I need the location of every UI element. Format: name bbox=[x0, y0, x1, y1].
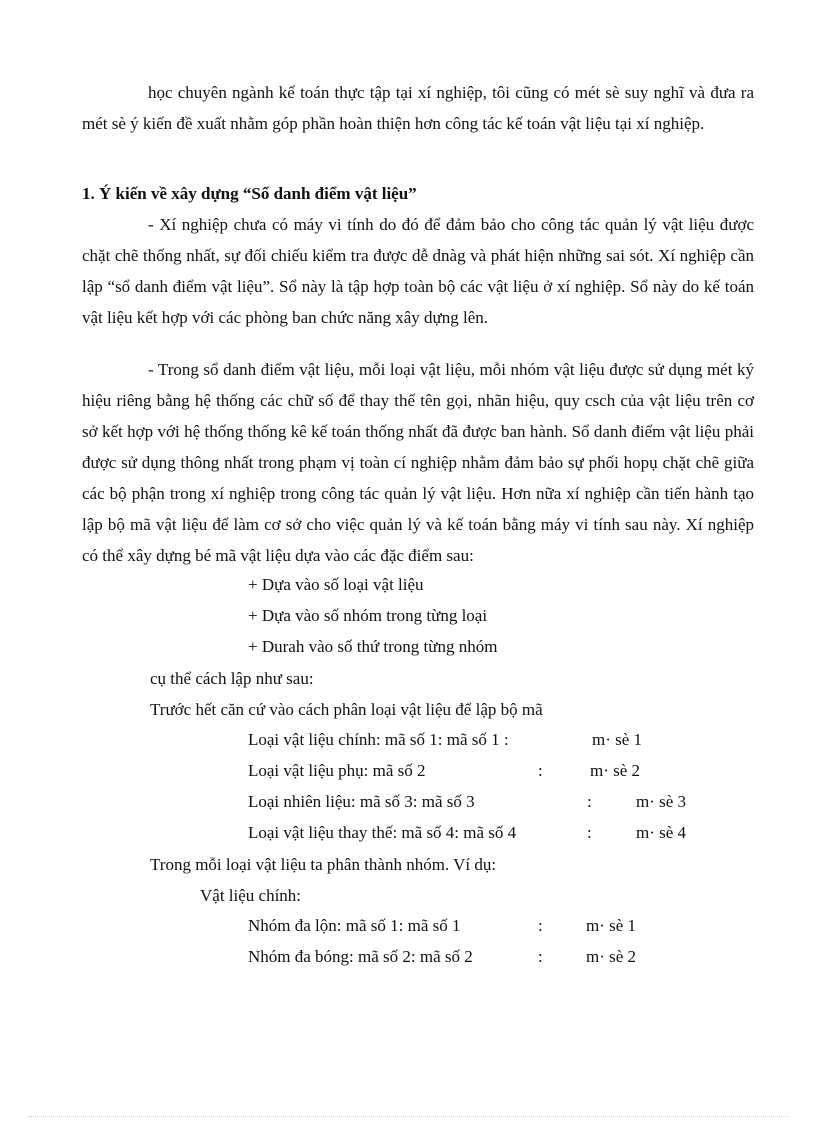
paragraph-1: - Xí nghiệp chưa có máy vi tính do đó để đảm bảo cho công tác quản lý vật liệu được chặt chẽ thống nhất, sự đối chiếu kiểm tra được dễ dnàg và phát hiện những sai sót. Xí nghiệp cần lập “sổ danh điểm vật liệu”. Sổ này là tập hợp toàn bộ các vật liệu ở xí nghiệp. Sổ này do kế toán vật liệu kết hợp với các phòng ban chức năng xây dựng lên. bbox=[82, 215, 754, 327]
text-line: Vật liệu chính: bbox=[200, 886, 302, 905]
loai-label: Loại vật liệu phụ: mã số 2 bbox=[248, 761, 426, 780]
nhom-code: m· sè 2 bbox=[586, 947, 637, 966]
loai-code: m· sè 2 bbox=[590, 761, 641, 780]
nhom-code: m· sè 1 bbox=[586, 916, 637, 935]
footer-divider bbox=[28, 1116, 788, 1117]
loai-code: m· sè 1 bbox=[592, 730, 643, 749]
nhom-colon: : bbox=[538, 947, 543, 966]
loai-colon: : bbox=[587, 823, 592, 842]
text-line: cụ thể cách lập như sau: bbox=[150, 669, 314, 688]
bullet-item: + Durah vào số thứ trong từng nhóm bbox=[248, 637, 498, 656]
paragraph-2: - Trong sổ danh điểm vật liệu, mỗi loại vật liệu, mỗi nhóm vật liệu được sử dụng mét ký hiệu riêng bằng hệ thống các chữ số để thay thế tên gọi, nhãn hiệu, quy csch của vật liệu trên cơ sở kết hợp với hệ thống thống kê kế toán thống nhất đã được ban hành. Sổ danh điểm vật liệu phải được sử dụng thông nhất trong phạm vị toàn cí nghiệp nhằm đảm bảo sự phối hopụ chặt chẽ giữa các bộ phận trong xí nghiệp trong công tác quản lý vật liệu. Hơn nữa xí nghiệp cần tiến hành tạo lập bộ mã vật liệu để làm cơ sở cho việc quản lý và kế toán bằng máy vi tính sau này. Xí nghiệp có thể xây dựng bé mã vật liệu dựa vào các đặc điểm sau: bbox=[82, 360, 754, 565]
text-line: Trước hết căn cứ vào cách phân loại vật liệu để lập bộ mã bbox=[150, 700, 543, 719]
bullet-item: + Dựa vào số nhóm trong từng loại bbox=[248, 606, 488, 625]
loai-colon: : bbox=[538, 761, 543, 780]
intro-paragraph: học chuyên ngành kế toán thực tập tại xí nghiệp, tôi cũng có mét sè suy nghĩ và đưa ra mét sè ý kiến đề xuất nhằm góp phần hoàn thiện hơn công tác kế toán vật liệu tại xí nghiệp. bbox=[82, 83, 754, 133]
bullet-item: + Dựa vào số loại vật liệu bbox=[248, 575, 424, 594]
nhom-label: Nhóm đa lộn: mã số 1: mã số 1 bbox=[248, 916, 461, 935]
nhom-label: Nhóm đa bóng: mã số 2: mã số 2 bbox=[248, 947, 473, 966]
loai-label: Loại vật liệu chính: mã số 1: mã số 1 : bbox=[248, 730, 509, 749]
loai-label: Loại vật liệu thay thế: mã số 4: mã số 4 bbox=[248, 823, 517, 842]
section-heading: 1. Ý kiến về xây dựng “Sổ danh điểm vật liệu” bbox=[82, 184, 417, 203]
loai-colon: : bbox=[587, 792, 592, 811]
loai-label: Loại nhiên liệu: mã số 3: mã số 3 bbox=[248, 792, 475, 811]
text-line: Trong mỗi loại vật liệu ta phân thành nhóm. Ví dụ: bbox=[150, 855, 497, 874]
loai-code: m· sè 3 bbox=[636, 792, 687, 811]
nhom-colon: : bbox=[538, 916, 543, 935]
loai-code: m· sè 4 bbox=[636, 823, 687, 842]
